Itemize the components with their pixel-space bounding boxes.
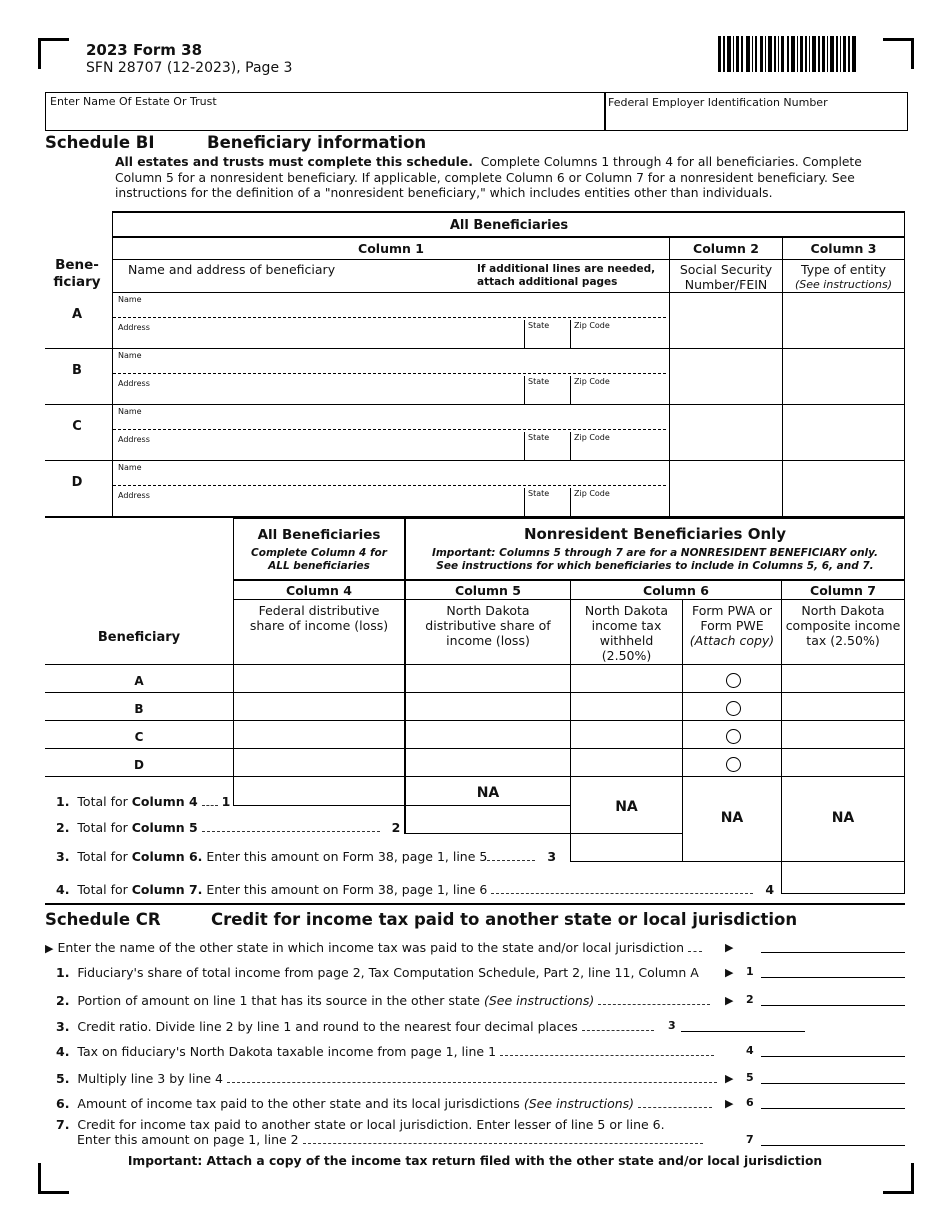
bi-ssn-input[interactable] bbox=[671, 461, 781, 515]
cr-line-input[interactable] bbox=[761, 1108, 905, 1109]
bi-zip-input[interactable] bbox=[572, 386, 668, 403]
lt-nonres-title: Nonresident Beneficiaries Only bbox=[523, 525, 787, 543]
cr-arrow-icon: ▶ bbox=[725, 1072, 734, 1085]
bi-address-label: Address bbox=[118, 379, 150, 388]
bi-address-label: Address bbox=[118, 323, 150, 332]
cr-line-box: 1 bbox=[746, 965, 754, 978]
lt-all-bene-title: All Beneficiaries bbox=[257, 527, 381, 543]
total-l3-pre: Total for bbox=[77, 849, 128, 864]
col5-input[interactable] bbox=[407, 721, 569, 747]
schedule-cr-code: Schedule CR bbox=[45, 910, 161, 929]
bi-rule-1 bbox=[113, 236, 905, 238]
lt-vline-right bbox=[904, 518, 905, 894]
cr-state-arrow-icon: ▶ bbox=[725, 941, 734, 954]
lt-rule-d bbox=[45, 776, 905, 777]
cr-line-num: 2. bbox=[56, 993, 70, 1008]
total-col4-input[interactable] bbox=[235, 778, 403, 804]
total-col6b-na: NA bbox=[720, 810, 744, 826]
lt-rule-colhead-bottom bbox=[233, 599, 905, 600]
schedule-cr-title: Credit for income tax paid to another state or local jurisdiction bbox=[211, 910, 798, 929]
total-col5-input[interactable] bbox=[406, 807, 570, 833]
bi-name-input[interactable] bbox=[113, 317, 666, 318]
col6-form-radio[interactable] bbox=[726, 729, 741, 744]
bi-ssn-input[interactable] bbox=[671, 405, 781, 459]
col1-note-1: If additional lines are needed, bbox=[477, 263, 656, 275]
cr-line-num: 6. bbox=[56, 1096, 70, 1111]
cr-l7-box: 7 bbox=[746, 1133, 754, 1146]
total-l4-bold: Column 7. bbox=[131, 882, 203, 897]
bi-zip-input[interactable] bbox=[572, 442, 668, 459]
total-col6-bottom bbox=[570, 861, 683, 862]
col4-desc-2: share of income (loss) bbox=[249, 618, 389, 633]
lt-nonres-note-1: Important: Columns 5 through 7 are for a NONRESIDENT BENEFICIARY only. bbox=[431, 547, 879, 559]
lt-all-bene-note-2: ALL beneficiaries bbox=[268, 560, 370, 572]
cr-line-5 bbox=[56, 1071, 717, 1086]
col7-desc-1: North Dakota bbox=[801, 603, 885, 618]
bi-zip-label: Zip Code bbox=[574, 489, 610, 498]
lt-row-letter: A bbox=[134, 674, 144, 688]
total-line-2 bbox=[56, 820, 400, 835]
col5-input[interactable] bbox=[407, 693, 569, 719]
bi-address-input[interactable] bbox=[114, 376, 523, 403]
col4-input[interactable] bbox=[235, 693, 403, 719]
col7-description bbox=[782, 603, 904, 648]
bi-zip-label: Zip Code bbox=[574, 377, 610, 386]
total-l1-pre: Total for bbox=[77, 794, 128, 809]
fein-label: Federal Employer Identification Number bbox=[608, 96, 828, 109]
lt-rule-colhead-top bbox=[233, 579, 905, 581]
bi-vline-left bbox=[112, 211, 113, 517]
total-l2-box: 2 bbox=[391, 820, 401, 835]
col2-desc-2: Number/FEIN bbox=[684, 277, 768, 292]
bi-entity-type-input[interactable] bbox=[784, 349, 903, 403]
bi-row-letter: C bbox=[72, 419, 82, 434]
col6-withheld-input[interactable] bbox=[572, 693, 681, 719]
total-col6-input[interactable] bbox=[572, 835, 681, 861]
total-l3-post: Enter this amount on Form 38, page 1, line 5 bbox=[206, 849, 488, 864]
bi-address-input[interactable] bbox=[114, 432, 523, 459]
lt-row-letter: C bbox=[134, 730, 144, 744]
cr-state-line: ▶ Enter the name of the other state in which income tax was paid to the state and/or local jurisdiction bbox=[45, 940, 702, 955]
cr-line-text: Fiduciary's share of total income from page 2, Tax Computation Schedule, Part 2, line 11, Column A bbox=[77, 965, 699, 980]
total-l4-num: 4. bbox=[56, 882, 70, 897]
cr-important-note: Important: Attach a copy of the income tax return filed with the other state and/or local jurisdiction bbox=[127, 1154, 823, 1168]
schedule-bi-code: Schedule BI bbox=[45, 133, 155, 152]
bi-table-top-border bbox=[113, 211, 905, 213]
total-l1-num: 1. bbox=[56, 794, 70, 809]
col3-desc-2: (See instructions) bbox=[794, 278, 892, 291]
col5-desc-1: North Dakota bbox=[446, 603, 530, 618]
cr-line-box: 3 bbox=[668, 1019, 676, 1032]
col5-desc-2: distributive share of bbox=[425, 618, 551, 633]
total-col5-bottom bbox=[405, 833, 571, 834]
cr-line-2 bbox=[56, 993, 710, 1008]
cr-line-input[interactable] bbox=[761, 977, 905, 978]
col6-form-radio[interactable] bbox=[726, 673, 741, 688]
bi-entity-type-input[interactable] bbox=[784, 405, 903, 459]
total-l3-box: 3 bbox=[547, 849, 557, 864]
col6b-desc-3: (Attach copy) bbox=[689, 633, 775, 648]
bi-name-label: Name bbox=[118, 407, 142, 416]
lt-all-bene-note-1: Complete Column 4 for bbox=[251, 547, 387, 559]
cr-line-italic: (See instructions) bbox=[483, 993, 595, 1008]
col4-description bbox=[234, 603, 404, 633]
col7-input[interactable] bbox=[783, 721, 903, 747]
cr-line-box: 4 bbox=[746, 1044, 754, 1057]
bi-zip-input[interactable] bbox=[572, 498, 668, 515]
col2-desc-1: Social Security bbox=[679, 262, 773, 277]
col1-header: Column 1 bbox=[358, 241, 424, 256]
bi-name-label: Name bbox=[118, 295, 142, 304]
col1-note-2: attach additional pages bbox=[477, 276, 618, 288]
col6b-desc-2: Form PWE bbox=[700, 618, 764, 633]
lt-nonres-note-2: See instructions for which beneficiaries to include in Columns 5, 6, and 7. bbox=[436, 560, 874, 572]
cr-l7a: Credit for income tax paid to another state or local jurisdiction. Enter lesser of line 5 or line 6. bbox=[77, 1117, 665, 1132]
lt-row-letter: B bbox=[134, 702, 144, 716]
col6a-desc-2: income tax bbox=[591, 618, 662, 633]
col7-desc-3: tax (2.50%) bbox=[806, 633, 880, 648]
bene-label-2: ficiary bbox=[53, 274, 101, 290]
instr-line-1: Complete Columns 1 through 4 for all beneficiaries. Complete bbox=[480, 155, 862, 169]
bi-vline-right bbox=[904, 211, 905, 517]
bi-state-input[interactable] bbox=[526, 386, 569, 403]
form-title: 2023 Form 38 bbox=[86, 41, 203, 59]
lt-nonres-note bbox=[406, 547, 904, 573]
bi-name-input[interactable] bbox=[113, 485, 666, 486]
cr-line-num: 1. bbox=[56, 965, 70, 980]
cr-state-text: Enter the name of the other state in which income tax was paid to the state and/or local jurisdiction bbox=[57, 940, 685, 955]
total-col5-na: NA bbox=[476, 785, 500, 801]
col6-withheld-input[interactable] bbox=[572, 665, 681, 691]
corner-mark-top-left bbox=[38, 38, 69, 69]
total-l3-num: 3. bbox=[56, 849, 70, 864]
total-l2-pre: Total for bbox=[77, 820, 128, 835]
total-l1-box: 1 bbox=[221, 794, 231, 809]
bi-rule-2 bbox=[113, 259, 905, 260]
cr-line-input[interactable] bbox=[761, 1056, 905, 1057]
bi-state-label: State bbox=[528, 433, 550, 442]
col4-input[interactable] bbox=[235, 721, 403, 747]
lt-all-bene-note bbox=[234, 547, 404, 573]
cr-line-input[interactable] bbox=[681, 1031, 805, 1032]
bi-entity-type-input[interactable] bbox=[784, 461, 903, 515]
bi-zip-label: Zip Code bbox=[574, 321, 610, 330]
total-l4-pre: Total for bbox=[77, 882, 128, 897]
bi-name-input[interactable] bbox=[113, 373, 666, 374]
bi-state-input[interactable] bbox=[526, 498, 569, 515]
total-col7-input[interactable] bbox=[783, 863, 904, 892]
col6a-description bbox=[571, 603, 682, 663]
cr-line-box: 6 bbox=[746, 1096, 754, 1109]
cr-line-input[interactable] bbox=[761, 1005, 905, 1006]
col1-note bbox=[477, 263, 655, 289]
col5-description bbox=[406, 603, 570, 648]
bi-address-label: Address bbox=[118, 435, 150, 444]
cr-line-7 bbox=[56, 1117, 703, 1147]
col4-header: Column 4 bbox=[286, 583, 352, 598]
schedule-bi-title: Beneficiary information bbox=[207, 133, 427, 152]
barcode bbox=[718, 36, 858, 72]
cr-line-num: 5. bbox=[56, 1071, 70, 1086]
bi-row-letter: A bbox=[71, 307, 83, 322]
bi-name-input[interactable] bbox=[113, 429, 666, 430]
cr-line-num: 4. bbox=[56, 1044, 70, 1059]
col3-header: Column 3 bbox=[810, 241, 877, 256]
bi-name-label: Name bbox=[118, 463, 142, 472]
bene-label-1: Bene- bbox=[55, 257, 99, 273]
total-l1-bold: Column 4 bbox=[131, 794, 198, 809]
col6a-desc-1: North Dakota bbox=[584, 603, 669, 618]
cr-line-4 bbox=[56, 1044, 714, 1059]
bi-state-label: State bbox=[528, 489, 550, 498]
total-col7-bottom bbox=[781, 893, 905, 894]
schedule-divider bbox=[45, 903, 905, 905]
col6-form-radio[interactable] bbox=[726, 701, 741, 716]
col7-input[interactable] bbox=[783, 665, 903, 691]
bi-zip-label: Zip Code bbox=[574, 433, 610, 442]
cr-l7-num: 7. bbox=[56, 1117, 70, 1132]
col6a-desc-3: withheld bbox=[599, 633, 654, 648]
cr-line-num: 3. bbox=[56, 1019, 70, 1034]
instr-line-2: Column 5 for a nonresident beneficiary. If applicable, complete Column 6 or Column 7 for a nonresident beneficiary. See bbox=[115, 170, 855, 185]
cr-line-text: Credit ratio. Divide line 2 by line 1 and round to the nearest four decimal places bbox=[77, 1019, 578, 1034]
corner-mark-top-right bbox=[883, 38, 914, 69]
total-col4-bottom bbox=[233, 805, 405, 806]
schedule-bi-instructions bbox=[115, 155, 915, 202]
col2-description bbox=[670, 262, 782, 292]
bi-ssn-input[interactable] bbox=[671, 293, 781, 347]
col3-desc-1: Type of entity bbox=[801, 262, 886, 277]
col5-desc-3: income (loss) bbox=[446, 633, 530, 648]
cr-line-italic: (See instructions) bbox=[523, 1096, 635, 1111]
bi-zip-input[interactable] bbox=[572, 330, 668, 347]
bi-state-label: State bbox=[528, 377, 550, 386]
cr-arrow-icon: ▶ bbox=[725, 1097, 734, 1110]
instr-bold: All estates and trusts must complete this schedule. bbox=[115, 155, 473, 169]
col6a-desc-4: (2.50%) bbox=[601, 648, 652, 663]
bi-address-input[interactable] bbox=[114, 488, 523, 515]
lt-top-rule bbox=[233, 518, 905, 519]
cr-line-7-input[interactable] bbox=[761, 1145, 905, 1146]
col5-input[interactable] bbox=[407, 665, 569, 691]
cr-l7b: Enter this amount on page 1, line 2 bbox=[77, 1132, 299, 1147]
total-line-4 bbox=[56, 882, 774, 897]
total-line-1 bbox=[56, 794, 230, 809]
bi-row-letter: B bbox=[72, 363, 82, 378]
total-line-3 bbox=[56, 849, 556, 864]
total-l2-num: 2. bbox=[56, 820, 70, 835]
cr-line-3 bbox=[56, 1019, 654, 1034]
col2-header: Column 2 bbox=[693, 241, 759, 256]
cr-line-text: Amount of income tax paid to the other state and its local jurisdictions bbox=[77, 1096, 520, 1111]
col6-form-radio[interactable] bbox=[726, 757, 741, 772]
col7-input[interactable] bbox=[783, 749, 903, 775]
cr-state-input[interactable] bbox=[761, 952, 905, 953]
instr-line-3: instructions for the definition of a "nonresident beneficiary," which includes entities other than individuals. bbox=[115, 186, 773, 200]
total-l2-bold: Column 5 bbox=[131, 820, 198, 835]
cr-line-text: Portion of amount on line 1 that has its source in the other state bbox=[77, 993, 480, 1008]
total-l3-bold: Column 6. bbox=[131, 849, 203, 864]
bi-all-beneficiaries-header: All Beneficiaries bbox=[449, 218, 569, 233]
col7-input[interactable] bbox=[783, 693, 903, 719]
bi-row-letter: D bbox=[71, 475, 83, 490]
col7-header: Column 7 bbox=[810, 583, 876, 598]
col7-desc-2: composite income bbox=[785, 618, 901, 633]
cr-line-input[interactable] bbox=[761, 1083, 905, 1084]
bi-state-input[interactable] bbox=[526, 330, 569, 347]
lt-row-letter: D bbox=[134, 758, 144, 772]
lt-beneficiary-label: Beneficiary bbox=[97, 630, 181, 645]
col6-withheld-input[interactable] bbox=[572, 749, 681, 775]
col1-description: Name and address of beneficiary bbox=[128, 262, 336, 277]
bi-address-input[interactable] bbox=[114, 320, 523, 347]
cr-line-6 bbox=[56, 1096, 712, 1111]
total-col7-na: NA bbox=[831, 810, 855, 826]
bi-state-label: State bbox=[528, 321, 550, 330]
total-l4-box: 4 bbox=[765, 882, 775, 897]
cr-line-box: 2 bbox=[746, 993, 754, 1006]
total-l4-post: Enter this amount on Form 38, page 1, line 6 bbox=[206, 882, 488, 897]
col6b-description bbox=[683, 603, 781, 648]
col3-description bbox=[783, 262, 904, 292]
bi-state-input[interactable] bbox=[526, 442, 569, 459]
total-col6a-na: NA bbox=[615, 799, 638, 815]
col4-input[interactable] bbox=[235, 665, 403, 691]
cr-line-1 bbox=[56, 965, 699, 980]
bi-ssn-input[interactable] bbox=[671, 349, 781, 403]
form-subtitle: SFN 28707 (12-2023), Page 3 bbox=[86, 60, 293, 76]
cr-line-text: Tax on fiduciary's North Dakota taxable income from page 1, line 1 bbox=[77, 1044, 497, 1059]
cr-line-box: 5 bbox=[746, 1071, 754, 1084]
col4-input[interactable] bbox=[235, 749, 403, 775]
col5-input[interactable] bbox=[407, 749, 569, 775]
col4-desc-1: Federal distributive bbox=[258, 603, 380, 618]
col5-header: Column 5 bbox=[455, 583, 521, 598]
col6b-desc-1: Form PWA or bbox=[692, 603, 772, 618]
col6-header: Column 6 bbox=[643, 583, 709, 598]
cr-line-text: Multiply line 3 by line 4 bbox=[77, 1071, 223, 1086]
bi-entity-type-input[interactable] bbox=[784, 293, 903, 347]
estate-name-label: Enter Name Of Estate Or Trust bbox=[50, 95, 217, 108]
col6-withheld-input[interactable] bbox=[572, 721, 681, 747]
beneficiary-label bbox=[45, 257, 109, 291]
bi-address-label: Address bbox=[118, 491, 150, 500]
bi-name-label: Name bbox=[118, 351, 142, 360]
cr-arrow-icon: ▶ bbox=[725, 966, 734, 979]
cr-arrow-icon: ▶ bbox=[725, 994, 734, 1007]
